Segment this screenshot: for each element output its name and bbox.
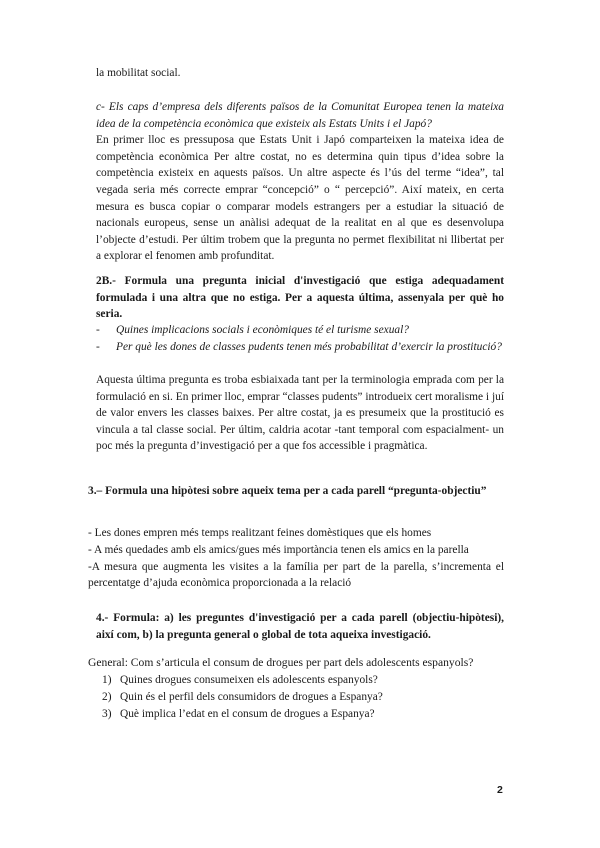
list-item-text: Quines implicacions socials i econòmiques té el turisme sexual? xyxy=(116,324,409,336)
section-2b-heading: 2B.- Formula una pregunta inicial d'investigació que estiga adequadament formulada i una altra que no estiga. Per a aquesta última, assenyala per què ho seria. xyxy=(96,275,504,321)
list-item: - Les dones empren més temps realitzant feines domèstiques que els homes xyxy=(88,527,432,539)
list-marker: - xyxy=(96,324,100,336)
section-2b-question-list xyxy=(96,322,504,355)
section-c-answer-part-2: . Per últim trobem que la pregunta no permet flexibilitat ni llibertat per a explorar el fenomen amb profunditat. xyxy=(96,233,504,263)
list-marker: - xyxy=(96,340,100,353)
section-c-question: c- Els caps d’empresa dels diferents països de la Comunitat Europea tenen la mateixa idea de la competència econòmica que existeix als Estats Units i el Japó? xyxy=(96,101,504,130)
section-c-answer xyxy=(96,132,504,265)
list-item: -A mesura que augmenta les visites a la família per part de la parella, s’incrementa el percentatge d’ajuda econòmica proporcionada a la relació xyxy=(88,560,504,590)
section-2b-explanation: Aquesta última pregunta es troba esbiaixada tant per la terminologia emprada com per la formulació en si. En primer lloc, emprar “classes pudents” introdueix cert moralisme i juí de valor envers les classes baixes. Per altre costat, ja es presumeix que la prostitució es vincula a tal classe social. Per últim, caldria acotar -tant temporal com espacialment- un poc més la pregunta d’investigació per a que fos accessible i pragmàtica. xyxy=(96,374,504,453)
list-item xyxy=(102,672,502,689)
list-item-text: Què implica l’edat en el consum de drogues a Espanya? xyxy=(120,708,375,721)
section-3-hypothesis-list xyxy=(88,525,504,592)
list-item: - A més quedades amb els amics/gues més importància tenen els amics en la parella xyxy=(88,543,469,556)
list-item-text: Quines drogues consumeixen els adolescents espanyols? xyxy=(120,674,378,686)
page-number: 2 xyxy=(497,784,503,796)
list-item xyxy=(96,322,504,339)
intro-tail: la mobilitat social. xyxy=(96,67,181,79)
section-c xyxy=(96,99,504,265)
list-item xyxy=(102,706,502,723)
list-number: 1) xyxy=(102,674,112,686)
list-item-text: Per què les dones de classes pudents tenen més probabilitat d’exercir la prostitució? xyxy=(116,340,502,353)
section-4-general-question: General: Com s’articula el consum de drogues per part dels adolescents espanyols? xyxy=(88,656,474,669)
section-3-heading: 3.– Formula una hipòtesi sobre aqueix tema per a cada parell “pregunta-objectiu” xyxy=(88,485,487,497)
list-number: 3) xyxy=(102,708,112,721)
list-number: 2) xyxy=(102,691,112,704)
list-item xyxy=(96,339,504,356)
section-4-heading: 4.- Formula: a) les preguntes d'investigació per a cada parell (objectiu-hipòtesi), així com, b) la pregunta general o global de tota aqueixa investigació. xyxy=(96,612,504,641)
section-c-answer-part-1: En primer lloc es pressuposa que Estats Unit i Japó comparteixen la mateixa idea de competència econòmica Per altre costat, no es determina quin tipus d’idea sobre la competència existeix en aquests països. Un altre aspecte és l’ús del terme “idea”, tal vegada seria més correcte emprar “concepció” o “ percepció”. Així mateix, en certa mesura es busca copiar o comparar models estrangers per a estudiar la situació de nacionals europeus, sense un anàlisi adequat de la realitat en al que es desenvolupa l’objecte d’estudi xyxy=(96,134,504,246)
list-item-text: Quin és el perfil dels consumidors de drogues a Espanya? xyxy=(120,691,383,704)
list-item xyxy=(102,689,502,706)
section-4-question-list xyxy=(102,672,502,724)
